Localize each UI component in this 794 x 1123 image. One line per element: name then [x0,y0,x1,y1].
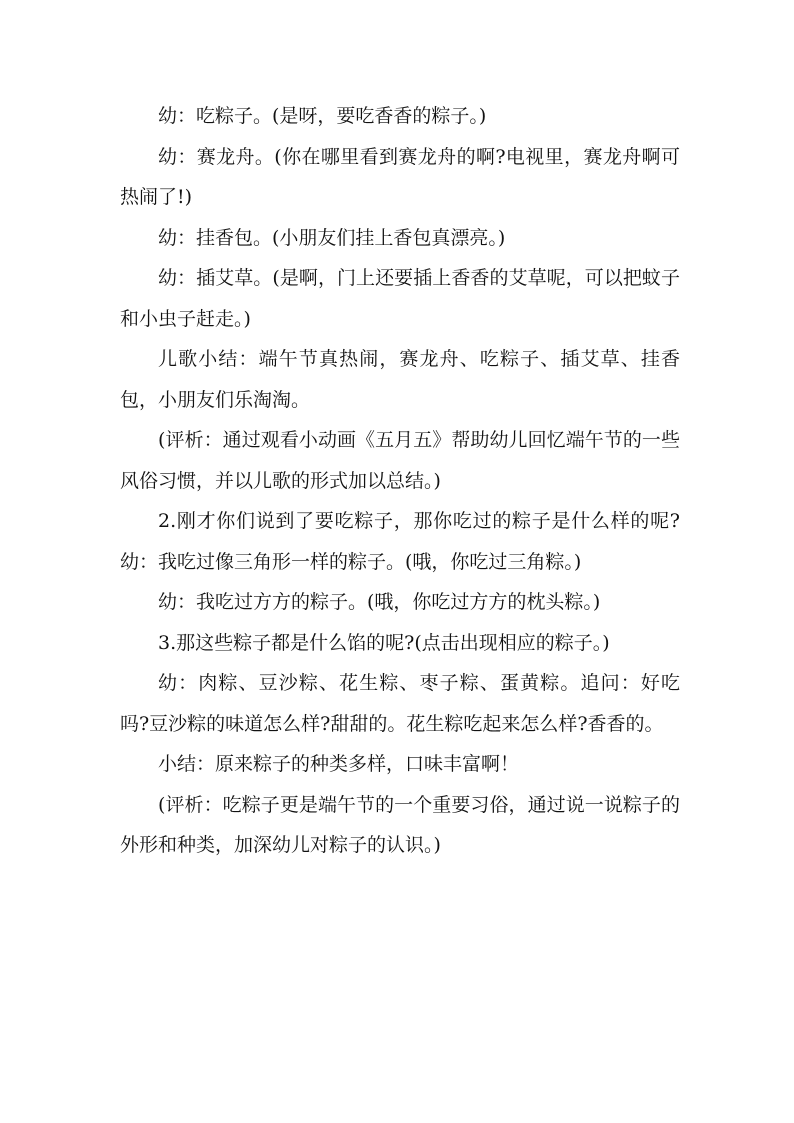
paragraph-11: 小结：原来粽子的种类多样，口味丰富啊！ [158,753,520,775]
paragraph-12: (评析：吃粽子更是端午节的一个重要习俗，通过说一说粽子的外形和种类，加深幼儿对粽子的认识。) [120,793,680,856]
paragraph-8: 幼：我吃过方方的粽子。(哦，你吃过方方的枕头粽。) [158,591,601,613]
paragraph-6: (评析：通过观看小动画《五月五》帮助幼儿回忆端午节的一些风俗习惯，并以儿歌的形式加以总结。) [120,429,680,492]
paragraph-9: 3.那这些粽子都是什么馅的呢?(点击出现相应的粽子。) [158,631,610,654]
document-body [120,96,680,866]
paragraph-7: 2.刚才你们说到了要吃粽子，那你吃过的粽子是什么样的呢?幼：我吃过像三角形一样的粽子。(哦，你吃过三角粽。) [120,510,680,573]
paragraph-10: 幼：肉粽、豆沙粽、花生粽、枣子粽、蛋黄粽。追问：好吃吗?豆沙粽的味道怎么样?甜甜的。花生粽吃起来怎么样?香香的。 [120,672,680,735]
paragraph-2: 幼：赛龙舟。(你在哪里看到赛龙舟的啊?电视里，赛龙舟啊可热闹了!) [120,145,680,208]
paragraph-3: 幼：挂香包。(小朋友们挂上香包真漂亮。) [158,226,506,249]
paragraph-4: 幼：插艾草。(是啊，门上还要插上香香的艾草呢，可以把蚊子和小虫子赶走。) [120,267,680,330]
paragraph-1: 幼：吃粽子。(是呀，要吃香香的粽子。) [158,105,487,127]
paragraph-5: 儿歌小结：端午节真热闹，赛龙舟、吃粽子、插艾草、挂香包，小朋友们乐淘淘。 [120,348,680,411]
